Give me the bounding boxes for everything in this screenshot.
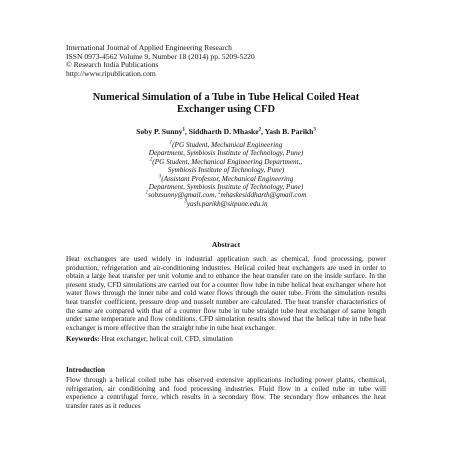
journal-header — [66, 44, 386, 78]
abstract-heading: Abstract — [211, 240, 241, 249]
author-name: Soby P. Sunny — [136, 127, 183, 136]
email-link[interactable]: mhaskesiddharth@gmail.com — [220, 191, 307, 200]
title-line-1: Numerical Simulation of a Tube in Tube Helical Coiled Heat — [92, 92, 360, 103]
journal-name: International Journal of Applied Engineering Research — [66, 43, 232, 52]
affil-line: Department, Symbiosis Institute of Technology, Pune) — [148, 149, 304, 158]
affil-line: (Assistant Professor, Mechanical Engineering — [161, 174, 294, 183]
title-line-2: Exchanger using CFD — [177, 104, 275, 115]
introduction-body: Flow through a helical coiled tube has observed extensive applications including power plants, chemical, refrigeration, air conditioning and food processing industries. Fluid flow in a coiled tube in tube will experience a centrifugal force, which results in a secondary flow. The secondary flow enhances the heat transfer rates as it reduces — [66, 376, 386, 410]
affil-line: (PG Student, Mechanical Engineering — [172, 141, 283, 149]
author-name: Yash B. Parikh — [264, 127, 314, 136]
affil-line: Symbiosis Institute of Technology, Pune) — [167, 166, 285, 175]
journal-issn: ISSN 0973-4562 Volume 9, Number 18 (2014) pp. 5209-5220 — [66, 51, 255, 61]
author-mark: 1 — [182, 127, 185, 133]
keywords-text: Heat exchanger, helical coil, CFD, simulation — [101, 335, 233, 343]
email-mark: 1 — [145, 191, 149, 197]
abstract-body: Heat exchangers are used widely in industrial application such as chemical, food processing, power production, refrigeration and air-conditioning industries. Helical coiled heat exchangers are used in order to obtain a large heat transfer per unit volume and to enhance the heat transfer rate on the inside surface. In the present study, CFD simulations are carried out for a counter flow tube in tube helical heat exchanger where hot water flows through the inner tube and cold water flows through the outer tube. From the simulation results heat transfer coefficient, pressure drop and nusselt number are calculated. The heat transfer characteristics of the same are compared with that of a counter flow tube in tube straight tube heat exchanger of same length under same temperature and flow conditions. CFD simulation results showed that the helical tube in tube heat exchanger is more effective than the straight tube in tube heat exchanger. — [66, 255, 386, 332]
journal-url[interactable]: http://www.ripublication.com — [66, 68, 156, 78]
affiliations: $^1$(PG Student, Mechanical Engineering Department, Symbiosis Institute of Technology, Pune) $^2$(PG Student, Mechanical Engineering Department,, Symbiosis Institute of Technology, Pune) $^3$(Assistant Professor, Mechanical Engineering Department, Symbiosis Institute of Technology, Pune) $^1$sobzsunny@gmail.com, $^2$mhaskesiddharth@gmail.com $^3$yash.parikh@sitpune.edu.in — [56, 141, 396, 208]
journal-copyright: © Research India Publications — [66, 60, 159, 70]
email-link[interactable]: yash.parikh@sitpune.edu.in — [186, 199, 268, 208]
keywords — [66, 335, 386, 344]
keywords-label: Keywords: — [66, 335, 100, 343]
affil-line: Department, Symbiosis Institute of Technology, Pune) — [148, 183, 304, 192]
affil-mark: 2 — [149, 157, 153, 163]
author-name: Siddharth D. Mhaske — [188, 127, 259, 136]
author-mark: 2 — [258, 127, 262, 133]
email-mark: 3 — [184, 199, 187, 205]
affil-mark: 3 — [158, 174, 162, 180]
email-mark: 2 — [218, 191, 221, 197]
author-list: Soby P. Sunny$^1$, Siddharth D. Mhaske$^2$, Yash B. Parikh$^3$ — [136, 127, 316, 136]
email-link[interactable]: sobzsunny@gmail.com — [148, 191, 215, 200]
affil-line: (PG Student, Mechanical Engineering Department,, — [152, 157, 303, 166]
affil-mark: 1 — [169, 140, 173, 146]
introduction-heading: Introduction — [66, 366, 106, 374]
paper-title — [56, 92, 396, 116]
author-mark: 3 — [313, 127, 316, 133]
